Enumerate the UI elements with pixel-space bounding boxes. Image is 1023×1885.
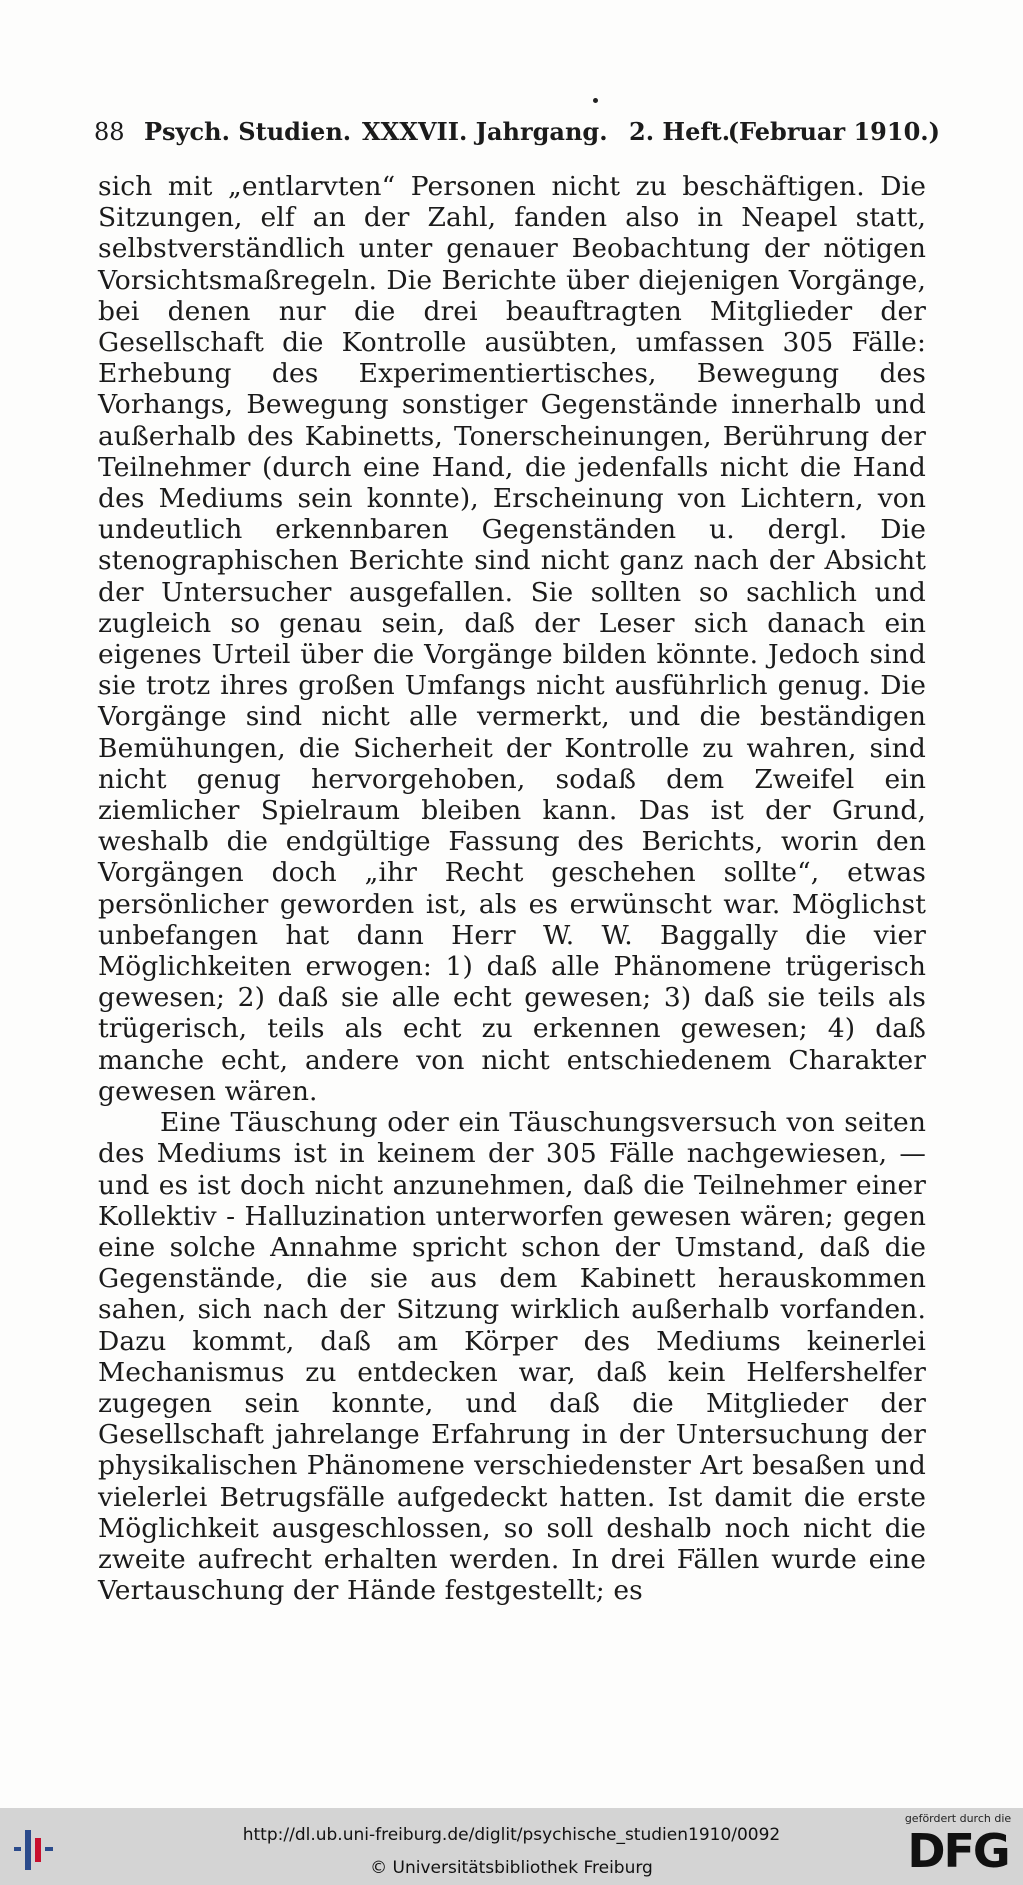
running-header — [94, 112, 940, 152]
volume-label: XXXVII. Jahrgang. — [362, 117, 608, 146]
body-text — [98, 171, 926, 1606]
copyright-notice: © Universitätsbibliothek Freiburg — [370, 1858, 653, 1878]
journal-title: Psych. Studien. — [144, 117, 352, 146]
issue-label: 2. Heft. — [629, 117, 731, 146]
paragraph-2: Eine Täuschung oder ein Täuschungsversuch von seiten des Mediums ist in keinem der 305 Fälle nachgewiesen, — und es ist doch nicht anzunehmen, daß die Teilnehmer einer Kollektiv - Halluzination unterworfen gewesen wären; gegen eine solche Annahme spricht schon der Umstand, daß die Gegenstände, die sie aus dem Kabinett herauskommen sahen, sich nach der Sitzung wirklich außerhalb vorfanden. Dazu kommt, daß am Körper des Mediums keinerlei Mechanismus zu entdecken war, daß kein Helfershelfer zugegen sein konnte, und daß die Mitglieder der Gesellschaft jahrelange Erfahrung in der Untersuchung der physikalischen Phänomene verschiedenster Art besaßen und vielerlei Betrugsfälle aufgedeckt hatten. Ist damit die erste Möglichkeit ausgeschlossen, so soll deshalb noch nicht die zweite aufrecht erhalten werden. In drei Fällen wurde eine Vertauschung der Hände festgestellt; es — [98, 1107, 926, 1607]
sponsor-caption: gefördert durch die — [904, 1812, 1012, 1825]
ink-dot — [593, 98, 598, 103]
source-url-link[interactable]: http://dl.ub.uni-freiburg.de/diglit/psychische_studien1910/0092 — [242, 1825, 781, 1845]
page-number: 88 — [94, 118, 125, 146]
issue-date: (Februar 1910.) — [727, 117, 940, 146]
paragraph-1: sich mit „entlarvten“ Personen nicht zu beschäftigen. Die Sitzungen, elf an der Zahl, fanden also in Neapel statt, selbstverständlich unter genauer Beobachtung der nötigen Vorsichtsmaßregeln. Die Berichte über diejenigen Vorgänge, bei denen nur die drei beauftragten Mitglieder der Gesellschaft die Kontrolle ausübten, umfassen 305 Fälle: Erhebung des Experimentiertisches, Bewegung des Vorhangs, Bewegung sonstiger Gegenstände innerhalb und außerhalb des Kabinetts, Tonerscheinungen, Berührung der Teilnehmer (durch eine Hand, die jedenfalls nicht die Hand des Mediums sein konnte), Erscheinung von Lichtern, von undeutlich erkennbaren Gegenständen u. dergl. Die stenographischen Berichte sind nicht ganz nach der Absicht der Untersucher ausgefallen. Sie sollten so sachlich und zugleich so genau sein, daß der Leser sich danach ein eigenes Urteil über die Vorgänge bilden könnte. Jedoch sind sie trotz ihres großen Umfangs nicht ausführlich genug. Die Vorgänge sind nicht alle vermerkt, und die beständigen Bemühungen, die Sicherheit der Kontrolle zu wahren, sind nicht genug hervorgehoben, sodaß dem Zweifel ein ziemlicher Spielraum bleiben kann. Das ist der Grund, weshalb die endgültige Fassung des Berichts, worin den Vorgängen doch „ihr Recht geschehen sollte“, etwas persönlicher geworden ist, als es erwünscht war. Möglichst unbefangen hat dann Herr W. W. Baggally die vier Möglichkeiten erwogen: 1) daß alle Phänomene trügerisch gewesen; 2) daß sie alle echt gewesen; 3) daß sie teils als trügerisch, teils als echt zu erkennen gewesen; 4) daß manche echt, andere von nicht entschiedenem Charakter gewesen wären. — [98, 171, 926, 1107]
dfg-logo-text: DFG — [907, 1824, 1009, 1878]
dfg-logo-icon — [903, 1812, 1013, 1882]
viewer-footer — [0, 1808, 1023, 1885]
